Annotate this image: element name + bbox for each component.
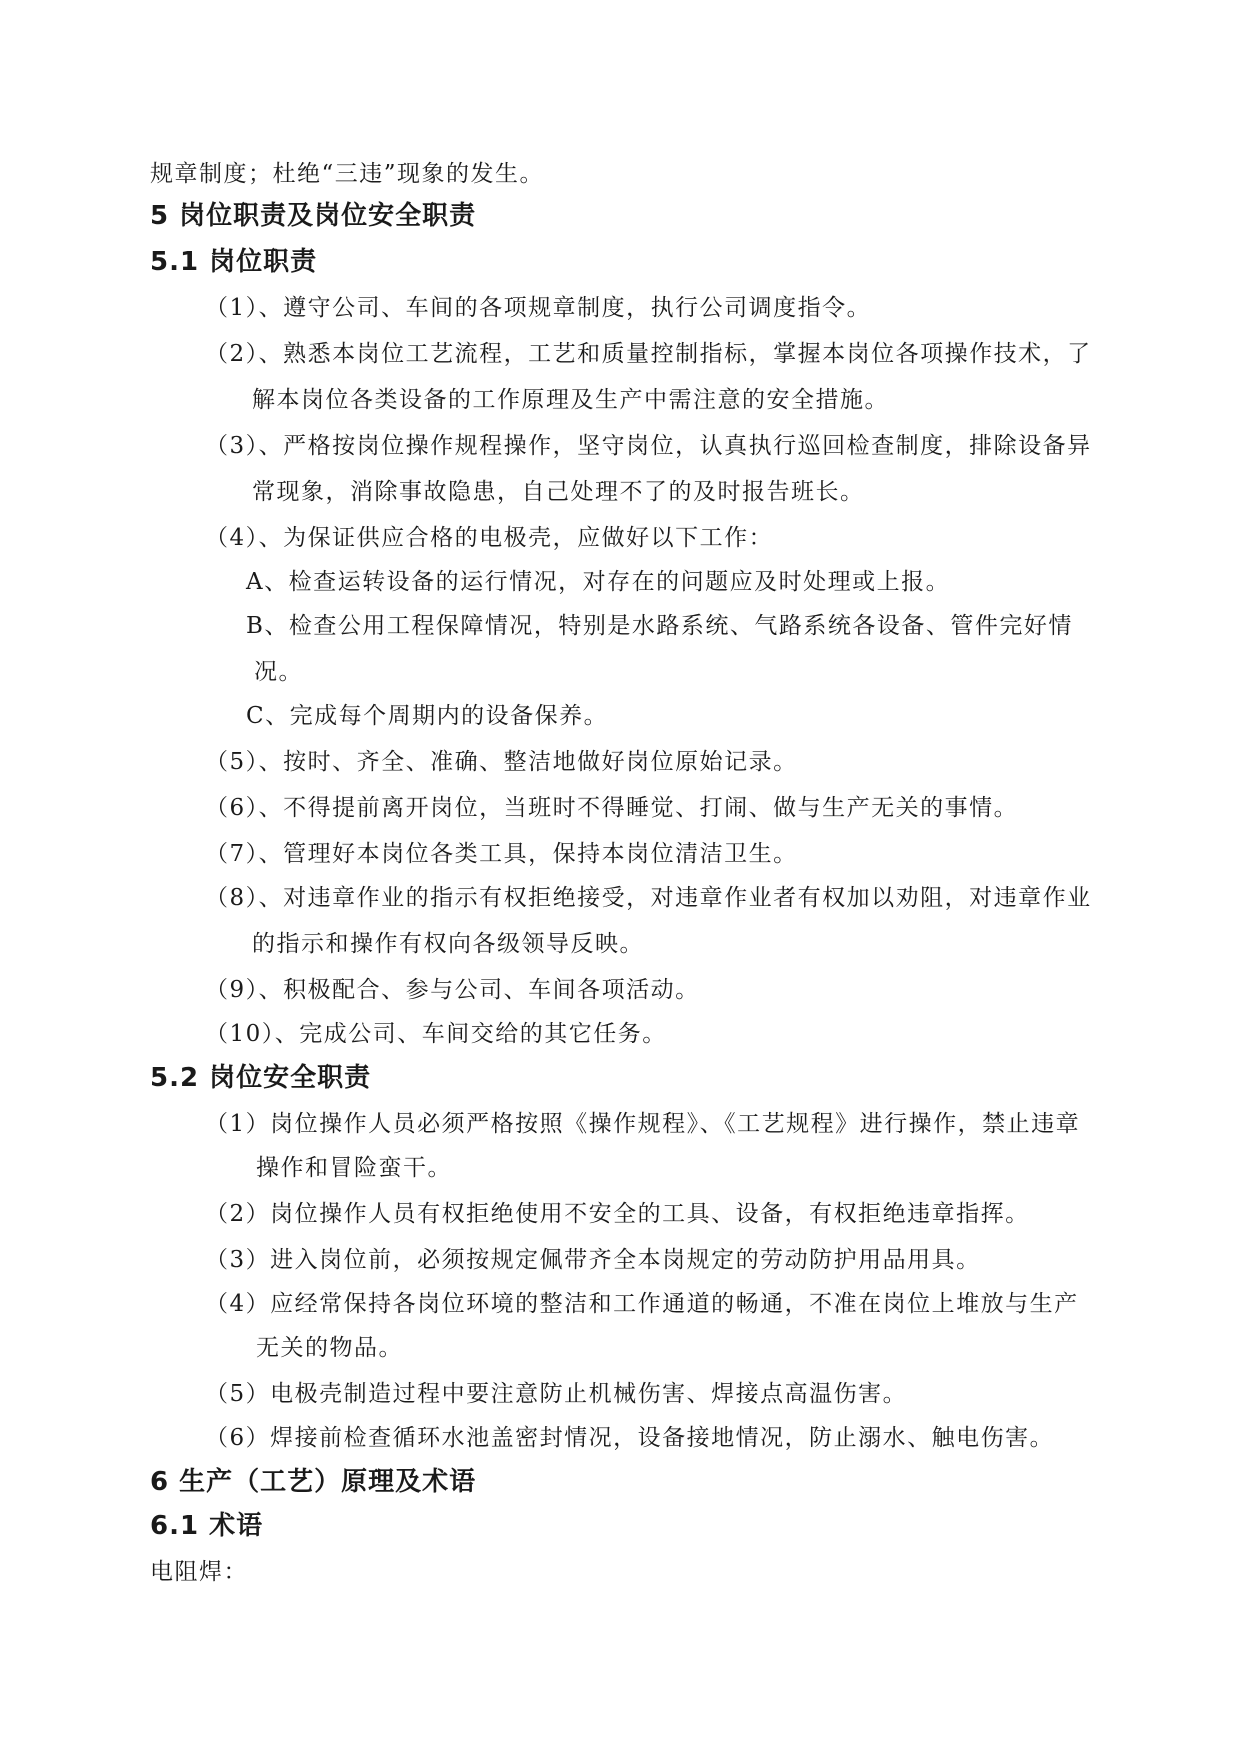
safety-item-2: （2）岗位操作人员有权拒绝使用不安全的工具、设备，有权拒绝违章指挥。 [205, 1201, 1030, 1227]
safety-item-5: （5）电极壳制造过程中要注意防止机械伤害、焊接点高温伤害。 [205, 1381, 908, 1407]
duty-item-2-line-1: （2）、熟悉本岗位工艺流程，工艺和质量控制指标，掌握本岗位各项操作技术，了 [205, 341, 1092, 367]
safety-item-1-line-1: （1）岗位操作人员必须严格按照《操作规程》、《工艺规程》进行操作，禁止违章 [205, 1111, 1081, 1137]
duty-item-4-sub-b-line-1: B、检查公用工程保障情况，特别是水路系统、气路系统各设备、管件完好情 [246, 613, 1073, 639]
duty-item-4-sub-b-line-2: 况。 [254, 659, 303, 685]
safety-item-1-line-2: 操作和冒险蛮干。 [256, 1155, 452, 1181]
term-electric-resistance-welding: 电阻焊： [150, 1559, 248, 1585]
safety-item-4-line-1: （4）应经常保持各岗位环境的整洁和工作通道的畅通，不准在岗位上堆放与生产 [205, 1291, 1079, 1317]
section-5-1-title: 5.1 岗位职责 [150, 247, 318, 277]
intro-line: 规章制度；杜绝“三违”现象的发生。 [150, 161, 545, 187]
duty-item-4: （4）、为保证供应合格的电极壳，应做好以下工作： [205, 525, 774, 551]
duty-item-2-line-2: 解本岗位各类设备的工作原理及生产中需注意的安全措施。 [252, 387, 889, 413]
safety-item-4-line-2: 无关的物品。 [256, 1335, 403, 1361]
duty-item-7: （7）、管理好本岗位各类工具，保持本岗位清洁卫生。 [205, 841, 798, 867]
duty-item-5: （5）、按时、齐全、准确、整洁地做好岗位原始记录。 [205, 749, 798, 775]
duty-item-3-line-1: （3）、严格按岗位操作规程操作，坚守岗位，认真执行巡回检查制度，排除设备异 [205, 433, 1092, 459]
section-5-2-title: 5.2 岗位安全职责 [150, 1063, 372, 1093]
safety-item-6: （6）焊接前检查循环水池盖密封情况，设备接地情况，防止溺水、触电伤害。 [205, 1425, 1055, 1451]
duty-item-3-line-2: 常现象，消除事故隐患，自己处理不了的及时报告班长。 [252, 479, 865, 505]
duty-item-4-sub-c: C、完成每个周期内的设备保养。 [246, 703, 609, 729]
duty-item-8-line-2: 的指示和操作有权向各级领导反映。 [252, 931, 644, 957]
duty-item-10: （10）、完成公司、车间交给的其它任务。 [205, 1021, 667, 1047]
safety-item-3: （3）进入岗位前，必须按规定佩带齐全本岗规定的劳动防护用品用具。 [205, 1247, 981, 1273]
duty-item-9: （9）、积极配合、参与公司、车间各项活动。 [205, 977, 700, 1003]
duty-item-8-line-1: （8）、对违章作业的指示有权拒绝接受，对违章作业者有权加以劝阻，对违章作业 [205, 885, 1092, 911]
section-6-title: 6 生产（工艺）原理及术语 [150, 1467, 477, 1497]
section-5-title: 5 岗位职责及岗位安全职责 [150, 201, 477, 231]
duty-item-6: （6）、不得提前离开岗位，当班时不得睡觉、打闹、做与生产无关的事情。 [205, 795, 1019, 821]
duty-item-1: （1）、遵守公司、车间的各项规章制度，执行公司调度指令。 [205, 295, 872, 321]
section-6-1-title: 6.1 术语 [150, 1511, 264, 1541]
duty-item-4-sub-a: A、检查运转设备的运行情况，对存在的问题应及时处理或上报。 [246, 569, 951, 595]
